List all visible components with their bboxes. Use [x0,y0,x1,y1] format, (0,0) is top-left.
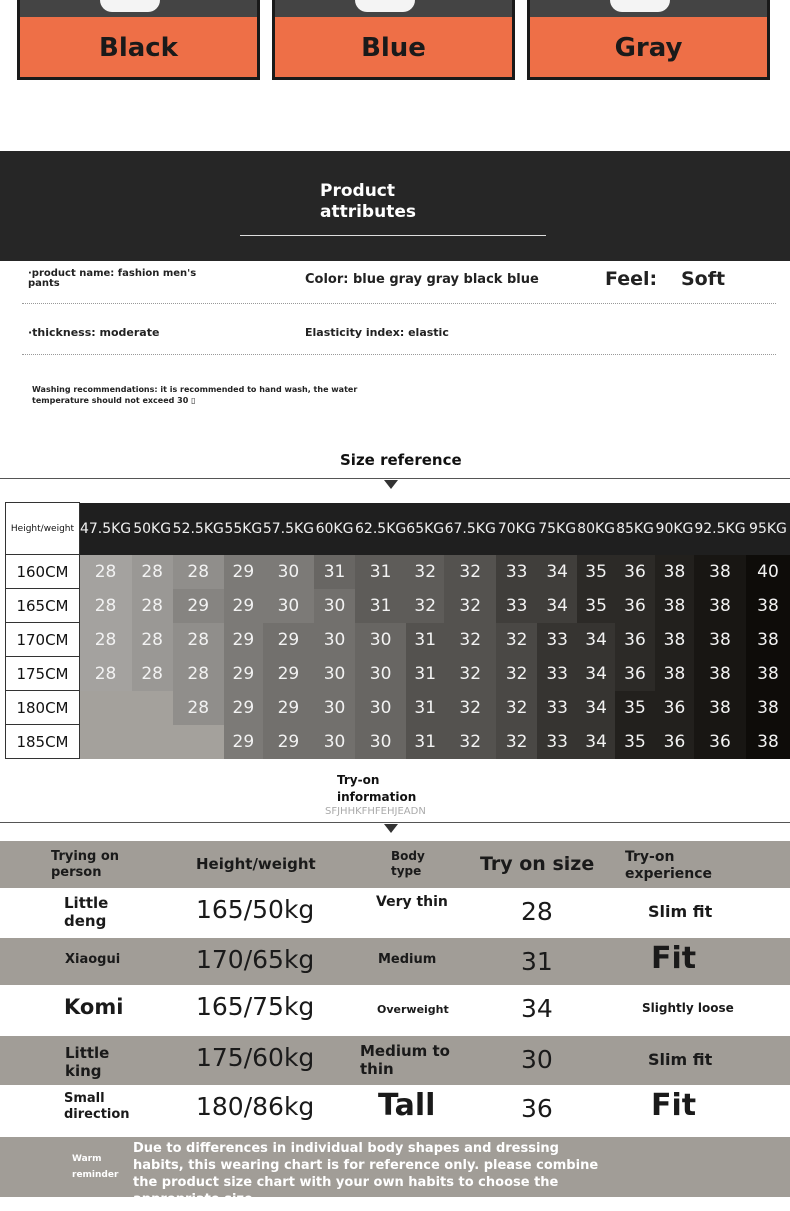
size-cell: 30 [355,725,406,759]
body-type-value: Medium [378,952,437,967]
tryon-row [0,888,790,938]
experience-value: Slim fit [648,902,713,921]
tryon-row [0,938,790,985]
height-weight-value: 180/86kg [196,1092,315,1121]
size-cell: 31 [406,725,444,759]
size-cell: 34 [577,725,615,759]
try-size-value: 31 [521,947,553,976]
size-cell: 38 [655,555,694,589]
tryon-row [0,985,790,1036]
shoe-sole [100,0,160,12]
size-cell: 35 [577,589,615,623]
reminder-text: Due to differences in individual body shapes and dressing habits, this wearing chart is for reference only. please combine the product size chart with your own habits to choose the appropriate size. [133,1141,599,1207]
size-cell: 38 [694,555,746,589]
size-cell: 30 [355,691,406,725]
size-cell: 29 [173,589,224,623]
weight-header: 90KG [655,503,694,555]
size-cell: 30 [314,589,355,623]
size-cell: 33 [537,657,577,691]
size-cell: 36 [655,691,694,725]
body-type-value: Overweight [377,1003,449,1016]
size-row [6,555,790,589]
size-cell: 33 [496,555,537,589]
size-cell: 35 [577,555,615,589]
weight-header: 95KG [746,503,790,555]
person-name: Xiaogui [65,952,121,967]
size-cell: 31 [355,589,406,623]
size-cell: 36 [655,725,694,759]
size-cell: 38 [746,657,790,691]
size-cell: 29 [263,657,314,691]
height-weight-value: 170/65kg [196,945,315,974]
size-cell: 32 [444,623,496,657]
height-label: 180CM [6,691,80,725]
size-reference-title: Size reference [340,451,462,469]
size-row [6,725,790,759]
divider [22,303,776,304]
weight-header: 47.5KG [79,503,131,555]
tryon-subtitle: SFJHHKFHFEHJEADN [325,806,426,817]
weight-header: 75KG [537,503,577,555]
height-label: 185CM [6,725,80,759]
attr-washing: Washing recommendations: it is recommended to hand wash, the water temperature should not exceed 30 ▯ [32,385,358,405]
experience-value: Slim fit [648,1050,713,1069]
size-cell: 29 [224,589,263,623]
size-cell: 28 [173,555,224,589]
size-cell: 36 [615,589,655,623]
experience-value: Fit [651,941,697,976]
size-cell: 33 [537,691,577,725]
weight-header: 62.5KG [355,503,406,555]
size-cell: 36 [694,725,746,759]
size-cell: 38 [746,691,790,725]
size-cell: 38 [655,623,694,657]
size-cell: 28 [132,589,173,623]
attributes-title: Product attributes [320,181,416,222]
weight-header: 55KG [224,503,263,555]
height-weight-value: 175/60kg [196,1043,315,1072]
attr-elasticity: Elasticity index: elastic [305,326,449,339]
size-cell: 32 [496,725,537,759]
size-cell: 36 [615,657,655,691]
size-row [6,691,790,725]
height-weight-value: 165/50kg [196,895,315,924]
person-name: Komi [64,995,124,1019]
size-row [6,657,790,691]
weight-header: 67.5KG [444,503,496,555]
size-cell: 32 [496,657,537,691]
body-type-value: Very thin [376,894,448,910]
size-cell [173,725,224,759]
size-cell: 38 [746,589,790,623]
size-cell: 31 [406,691,444,725]
size-row [6,623,790,657]
weight-header: 92.5KG [694,503,746,555]
arrow-down-icon [384,480,398,489]
size-row [6,589,790,623]
tryon-header-row [0,841,790,888]
height-label: 165CM [6,589,80,623]
size-cell: 38 [694,657,746,691]
person-name: Little king [65,1044,110,1080]
color-card-gray[interactable] [527,0,770,80]
size-cell: 28 [79,555,131,589]
size-cell: 32 [444,725,496,759]
size-cell: 31 [355,555,406,589]
weight-header: 65KG [406,503,444,555]
size-cell [79,725,131,759]
tryon-row [0,1036,790,1085]
size-cell: 34 [577,657,615,691]
weight-header: 80KG [577,503,615,555]
size-cell: 28 [132,657,173,691]
size-cell: 32 [444,555,496,589]
size-cell: 28 [173,623,224,657]
size-cell: 32 [406,589,444,623]
size-cell: 33 [537,623,577,657]
size-cell: 28 [79,657,131,691]
weight-header: 85KG [615,503,655,555]
size-cell: 40 [746,555,790,589]
header-body-type: Body type [391,849,425,878]
size-cell: 30 [355,657,406,691]
header-try-size: Try on size [480,853,595,875]
size-cell: 32 [496,691,537,725]
weight-header: 57.5KG [263,503,314,555]
size-cell: 28 [173,657,224,691]
size-cell: 34 [577,691,615,725]
attr-product-name: ·product name: fashion men's pants [28,268,197,289]
divider [240,235,546,236]
arrow-down-icon [384,824,398,833]
color-label: Blue [361,33,426,63]
size-cell: 29 [224,725,263,759]
weight-header: 50KG [132,503,173,555]
size-cell: 29 [224,555,263,589]
warm-reminder [0,1137,790,1207]
attr-thickness: ·thickness: moderate [28,326,160,339]
experience-value: Fit [651,1088,697,1123]
try-size-value: 28 [521,897,553,926]
size-cell: 28 [79,623,131,657]
tryon-title: Try-on information [337,773,417,804]
divider [0,478,790,479]
size-cell: 30 [314,725,355,759]
size-cell: 28 [132,623,173,657]
experience-value: Slightly loose [642,1001,734,1015]
shoe-sole [610,0,670,12]
size-cell: 31 [314,555,355,589]
header-experience: Try-on experience [625,849,713,882]
attr-feel-value: Soft [681,268,726,290]
size-cell: 30 [355,623,406,657]
weight-header: 60KG [314,503,355,555]
size-cell [132,725,173,759]
height-label: 170CM [6,623,80,657]
size-cell: 28 [79,589,131,623]
size-chart-corner: Height/weight [6,503,80,555]
size-cell: 30 [314,623,355,657]
size-cell: 36 [615,555,655,589]
size-cell: 38 [746,623,790,657]
size-chart-table [5,502,790,759]
color-card-black[interactable] [17,0,260,80]
size-cell: 32 [444,691,496,725]
size-cell [132,691,173,725]
color-label: Black [99,33,178,63]
size-cell: 35 [615,725,655,759]
shoe-sole [355,0,415,12]
size-cell: 30 [314,657,355,691]
size-cell: 38 [694,623,746,657]
size-cell: 38 [655,657,694,691]
size-cell: 32 [406,555,444,589]
size-cell: 29 [263,691,314,725]
size-cell: 34 [537,589,577,623]
height-label: 160CM [6,555,80,589]
size-cell: 33 [537,725,577,759]
size-cell: 38 [746,725,790,759]
size-cell: 29 [224,691,263,725]
size-cell: 30 [263,555,314,589]
person-name: Small direction [64,1091,130,1122]
size-cell: 29 [224,623,263,657]
size-cell: 32 [444,657,496,691]
size-cell: 38 [655,589,694,623]
height-label: 175CM [6,657,80,691]
size-cell: 32 [444,589,496,623]
attr-color: Color: blue gray gray black blue [305,272,539,287]
try-size-value: 36 [521,1094,553,1123]
size-cell: 38 [694,691,746,725]
size-cell: 30 [314,691,355,725]
size-cell [79,691,131,725]
size-cell: 29 [224,657,263,691]
header-height-weight: Height/weight [196,855,316,873]
size-cell: 31 [406,623,444,657]
body-type-value: Medium to thin [360,1042,450,1078]
color-label: Gray [614,33,683,63]
size-cell: 28 [132,555,173,589]
size-cell: 30 [263,589,314,623]
divider [22,354,776,355]
divider [0,822,790,823]
weight-header: 70KG [496,503,537,555]
try-size-value: 34 [521,994,553,1023]
height-weight-value: 165/75kg [196,992,315,1021]
tryon-row [0,1085,790,1137]
attr-feel-label: Feel: [605,268,658,290]
body-type-value: Tall [378,1088,436,1123]
size-cell: 32 [496,623,537,657]
size-cell: 29 [263,623,314,657]
size-cell: 33 [496,589,537,623]
size-cell: 29 [263,725,314,759]
size-cell: 35 [615,691,655,725]
try-size-value: 30 [521,1045,553,1074]
size-cell: 38 [694,589,746,623]
size-cell: 34 [577,623,615,657]
person-name: Little deng [64,894,109,930]
color-card-blue[interactable] [272,0,515,80]
size-cell: 34 [537,555,577,589]
weight-header: 52.5KG [173,503,224,555]
size-cell: 31 [406,657,444,691]
header-person: Trying on person [51,849,120,880]
size-cell: 36 [615,623,655,657]
size-cell: 28 [173,691,224,725]
reminder-label: Warm reminder [72,1154,119,1180]
